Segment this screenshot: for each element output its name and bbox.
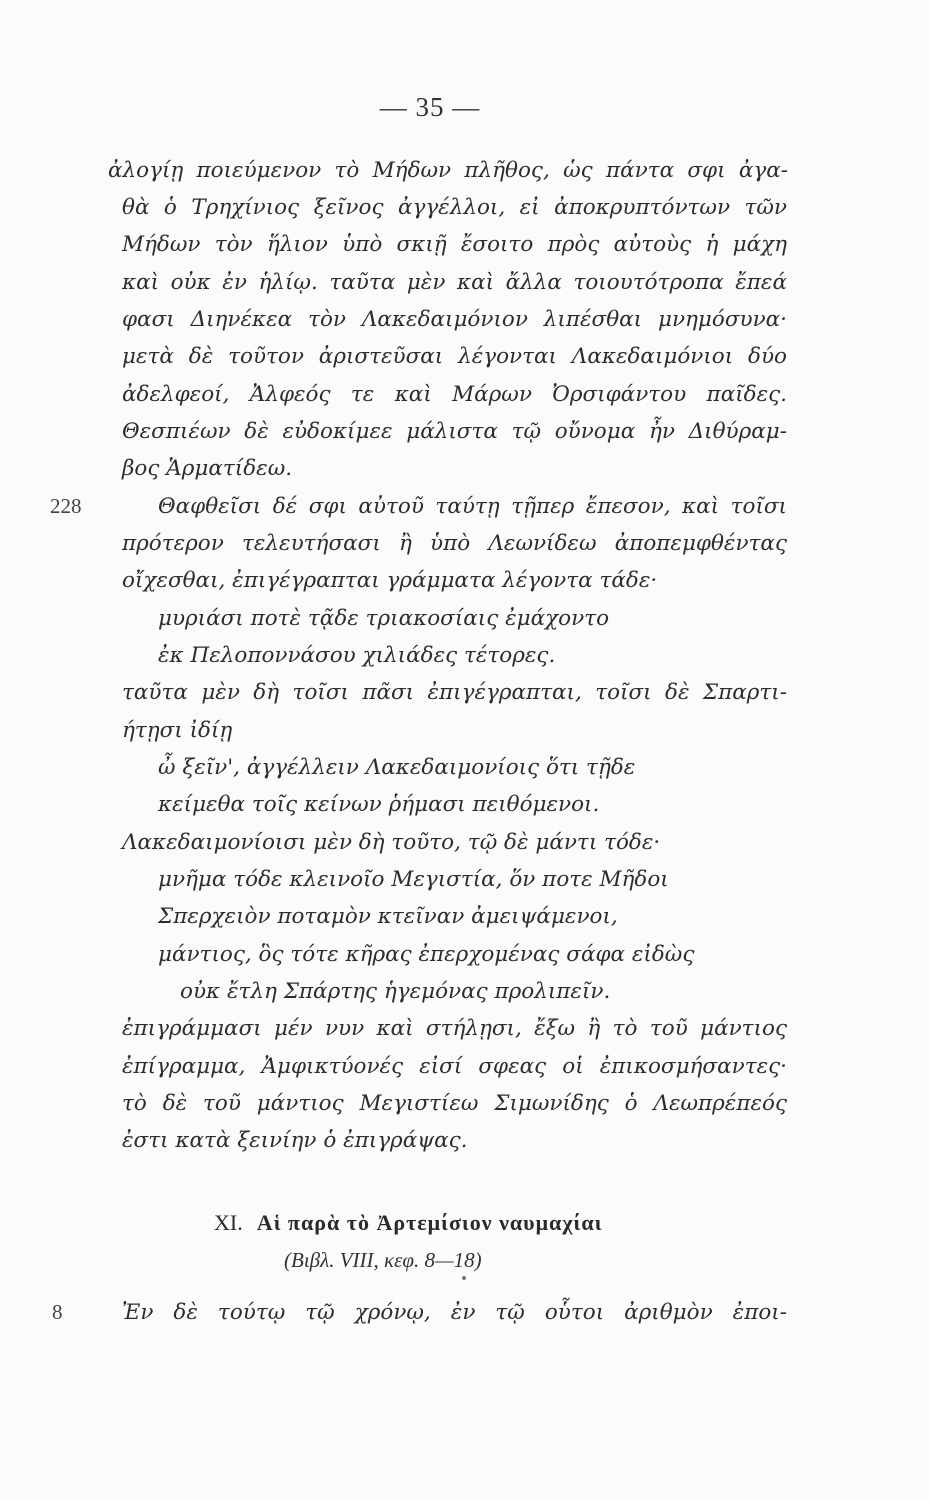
section-number: XI. (214, 1210, 243, 1235)
text-line: τὸ δὲ τοῦ μάντιος Μεγιστίεω Σιμωνίδης ὁ Λεωπρέπεός (122, 1091, 787, 1116)
text-line: ἐπιγράμμασι μέν νυν καὶ στήλῃσι, ἔξω ἢ τὸ τοῦ μάντιος (122, 1016, 787, 1041)
verse-line: μνῆμα τόδε κλεινοῖο Μεγιστία, ὅν ποτε Μῆδοι (158, 867, 669, 892)
text-line: φασι Διηνέκεα τὸν Λακεδαιμόνιον λιπέσθαι μνημόσυνα· (122, 307, 787, 332)
verse-line: ἐκ Πελοποννάσου χιλιάδες τέτορες. (158, 643, 556, 668)
text-line: θὰ ὁ Τρηχίνιος ξεῖνος ἀγγέλλοι, εἰ ἀποκρυπτόντων τῶν (122, 195, 787, 220)
text-line: ἀλογίῃ ποιεύμενον τὸ Μήδων πλῆθος, ὡς πάντα σφι ἀγα- (108, 158, 788, 183)
text-line: ταῦτα μὲν δὴ τοῖσι πᾶσι ἐπιγέγραπται, τοῖσι δὲ Σπαρτι- (122, 680, 787, 705)
page-number: — 35 — (379, 92, 481, 122)
text-line: Θεσπιέων δὲ εὐδοκίμεε μάλιστα τῷ οὔνομα ἦν Διθύραμ- (122, 419, 787, 444)
section-title: Αἱ παρὰ τὸ Ἀρτεμίσιον ναυμαχίαι (256, 1210, 603, 1235)
verse-line: μυριάσι ποτὲ τᾷδε τριακοσίαις ἐμάχοντο (158, 606, 610, 631)
ink-spot (462, 1276, 466, 1280)
text-line: Μήδων τὸν ἥλιον ὑπὸ σκιῇ ἔσοιτο πρὸς αὐτοὺς ἡ μάχη (122, 232, 787, 257)
text-line: ήτῃσι ἰδίῃ (122, 718, 233, 743)
text-line: πρότερον τελευτήσασι ἢ ὑπὸ Λεωνίδεω ἀποπεμφθέντας (122, 531, 787, 556)
verse-line: Σπερχειὸν ποταμὸν κτεῖναν ἀμειψάμενοι, (158, 904, 618, 929)
verse-line: οὐκ ἔτλη Σπάρτης ἡγεμόνας προλιπεῖν. (180, 979, 611, 1004)
verse-line: μάντιος, ὃς τότε κῆρας ἐπερχομένας σάφα εἰδὼς (158, 942, 695, 967)
text-line: μετὰ δὲ τοῦτον ἀριστεῦσαι λέγονται Λακεδαιμόνιοι δύο (122, 344, 787, 369)
text-line: Λακεδαιμονίοισι μὲν δὴ τοῦτο, τῷ δὲ μάντι τόδε· (122, 830, 661, 855)
margin-chapter-number: 8 (52, 1300, 63, 1324)
margin-chapter-number: 228 (50, 494, 82, 518)
section-heading (214, 1210, 602, 1236)
text-line: καὶ οὐκ ἐν ἡλίῳ. ταῦτα μὲν καὶ ἄλλα τοιουτότροπα ἔπεά (122, 270, 787, 295)
section-reference: (Βιβλ. VIII, κεφ. 8—18) (284, 1248, 482, 1272)
text-line: Ἐν δὲ τούτῳ τῷ χρόνῳ, ἐν τῷ οὗτοι ἀριθμὸν ἐποι- (122, 1300, 787, 1325)
verse-line: ὦ ξεῖν', ἀγγέλλειν Λακεδαιμονίοις ὅτι τῇδε (158, 755, 636, 780)
verse-line: κείμεθα τοῖς κείνων ῥήμασι πειθόμενοι. (158, 792, 600, 817)
text-line: βος Ἁρματίδεω. (122, 456, 293, 481)
text-line: ἐστι κατὰ ξεινίην ὁ ἐπιγράψας. (122, 1128, 468, 1153)
text-line: ἀδελφεοί, Ἀλφεός τε καὶ Μάρων Ὀρσιφάντου παῖδες. (122, 382, 787, 407)
text-line: οἴχεσθαι, ἐπιγέγραπται γράμματα λέγοντα τάδε· (122, 568, 658, 593)
text-line: Θαφθεῖσι δέ σφι αὐτοῦ ταύτῃ τῇπερ ἔπεσον, καὶ τοῖσι (158, 494, 787, 519)
text-line: ἐπίγραμμα, Ἀμφικτύονές εἰσί σφεας οἱ ἐπικοσμήσαντες· (122, 1054, 787, 1079)
